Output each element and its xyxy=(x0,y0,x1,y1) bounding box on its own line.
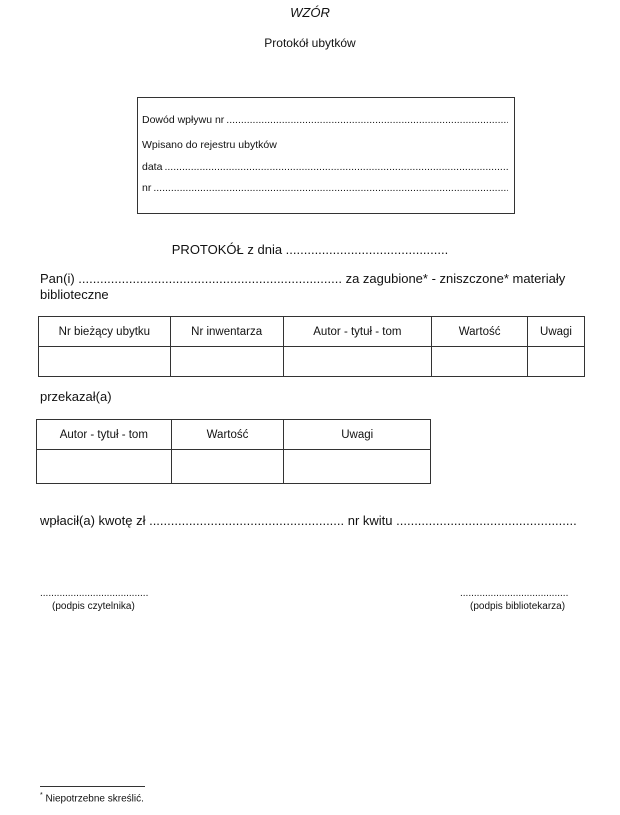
payment-line: wpłacił(a) kwotę zł ...................................................... nr kwitu .................................................. xyxy=(40,513,577,528)
registry-date-line xyxy=(142,161,508,173)
table-cell[interactable] xyxy=(39,347,171,377)
column-header: Uwagi xyxy=(528,317,585,347)
registry-number-line xyxy=(142,182,508,194)
table-cell[interactable] xyxy=(528,347,585,377)
librarian-signature-field[interactable]: ....................................... xyxy=(460,588,569,599)
protocol-date-line: PROTOKÓŁ z dnia ............................................. xyxy=(171,242,449,257)
template-label: WZÓR xyxy=(290,5,330,20)
table-cell[interactable] xyxy=(283,347,432,377)
table-row xyxy=(39,347,585,377)
registry-date-field[interactable] xyxy=(164,161,508,173)
handed-over-label: przekazał(a) xyxy=(40,389,112,404)
proof-of-receipt-line xyxy=(142,114,508,126)
registry-date-label: data xyxy=(142,161,163,173)
reader-line: Pan(i) ......................................................................... za zagubione* - zniszczone* materiały xyxy=(40,271,566,286)
column-header: Nr inwentarza xyxy=(170,317,283,347)
registry-entry-label: Wpisano do rejestru ubytków xyxy=(142,139,277,151)
column-header: Wartość xyxy=(432,317,528,347)
column-header: Wartość xyxy=(171,420,284,450)
column-header: Uwagi xyxy=(284,420,431,450)
footnote-text: Niepotrzebne skreślić. xyxy=(42,793,144,805)
registry-number-field[interactable] xyxy=(153,182,508,194)
registry-entry-line xyxy=(142,139,508,151)
lost-items-table xyxy=(38,316,585,377)
table-header-row xyxy=(39,317,585,347)
librarian-signature-caption: (podpis bibliotekarza) xyxy=(470,601,566,612)
reader-signature-field[interactable]: ....................................... xyxy=(40,588,149,599)
handed-over-table xyxy=(36,419,431,484)
table-cell[interactable] xyxy=(284,450,431,484)
table-cell[interactable] xyxy=(432,347,528,377)
proof-of-receipt-label: Dowód wpływu nr xyxy=(142,114,225,126)
registry-box xyxy=(137,97,515,214)
document-title: Protokół ubytków xyxy=(264,36,356,50)
table-row xyxy=(37,450,431,484)
column-header: Autor - tytuł - tom xyxy=(37,420,172,450)
column-header: Nr bieżący ubytku xyxy=(39,317,171,347)
reader-signature-caption: (podpis czytelnika) xyxy=(52,601,135,612)
column-header: Autor - tytuł - tom xyxy=(283,317,432,347)
registry-number-label: nr xyxy=(142,182,152,194)
reader-line-continued: biblioteczne xyxy=(40,287,109,302)
table-header-row xyxy=(37,420,431,450)
table-cell[interactable] xyxy=(170,347,283,377)
table-cell[interactable] xyxy=(171,450,284,484)
footnote-marker: * xyxy=(40,792,43,799)
proof-of-receipt-field[interactable] xyxy=(226,114,508,126)
footnote xyxy=(40,792,144,804)
table-cell[interactable] xyxy=(37,450,172,484)
footnote-rule xyxy=(40,786,145,787)
